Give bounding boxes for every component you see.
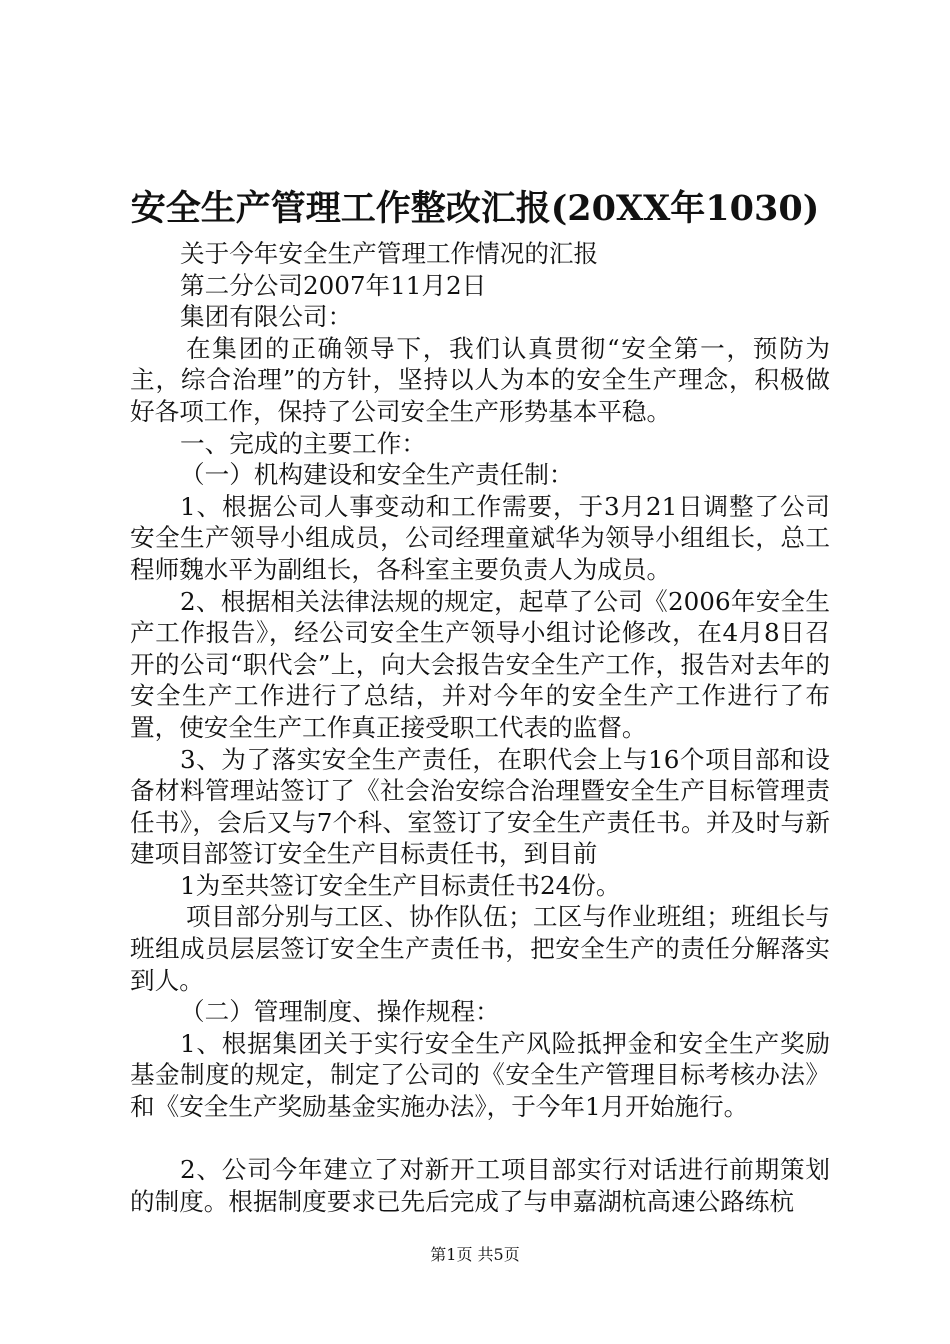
- paragraph-item-3-continued: 1为至共签订安全生产目标责任书24份。: [180, 870, 621, 900]
- section-heading-1: 一、完成的主要工作：: [180, 428, 426, 458]
- intro-paragraph: 在集团的正确领导下，我们认真贯彻“安全第一，预防为主，综合治理”的方针，坚持以人为本的安全生产理念，积极做好各项工作，保持了公司安全生产形势基本平稳。: [130, 333, 830, 426]
- paragraph-item-1: 1、根据公司人事变动和工作需要，于3月21日调整了公司安全生产领导小组成员，公司经理童斌华为领导小组组长，总工程师魏水平为副组长，各科室主要负责人为成员。: [130, 491, 830, 584]
- subtitle-line: 关于今年安全生产管理工作情况的汇报: [180, 239, 599, 268]
- sender-date-line: 第二分公司2007年11月2日: [180, 270, 487, 300]
- paragraph-responsibility: 项目部分别与工区、协作队伍；工区与作业班组；班组长与班组成员层层签订安全生产责任书，把安全生产的责任分解落实到人。: [130, 902, 830, 995]
- paragraph-item-3: 3、为了落实安全生产责任，在职代会上与16个项目部和设备材料管理站签订了《社会治安综合治理暨安全生产目标管理责任书》，会后又与7个科、室签订了安全生产责任书。并及时与新建项目部签订安全生产目标责任书，到目前: [130, 744, 830, 869]
- blank-line: [130, 1123, 830, 1155]
- document-body: [130, 238, 830, 1217]
- addressee-line: 集团有限公司：: [180, 302, 353, 332]
- paragraph-rule-1: 1、根据集团关于实行安全生产风险抵押金和安全生产奖励基金制度的规定，制定了公司的《安全生产管理目标考核办法》和《安全生产奖励基金实施办法》，于今年1月开始施行。: [130, 1028, 830, 1122]
- subsection-heading-2: （二）管理制度、操作规程：: [180, 997, 500, 1027]
- document-title: 安全生产管理工作整改汇报(20XX年1030): [130, 188, 820, 229]
- paragraph-item-2: 2、根据相关法律法规的规定，起草了公司《2006年安全生产工作报告》，经公司安全生产领导小组讨论修改，在4月8日召开的公司“职代会”上，向大会报告安全生产工作，报告对去年的安全生产工作进行了总结，并对今年的安全生产工作进行了布置，使安全生产工作真正接受职工代表的监督。: [130, 586, 830, 742]
- paragraph-rule-2: 2、公司今年建立了对新开工项目部实行对话进行前期策划的制度。根据制度要求已先后完成了与申嘉湖杭高速公路练杭: [130, 1155, 830, 1216]
- page-footer: 第1页 共5页: [430, 1245, 520, 1264]
- subsection-heading-1: （一）机构建设和安全生产责任制：: [180, 460, 574, 490]
